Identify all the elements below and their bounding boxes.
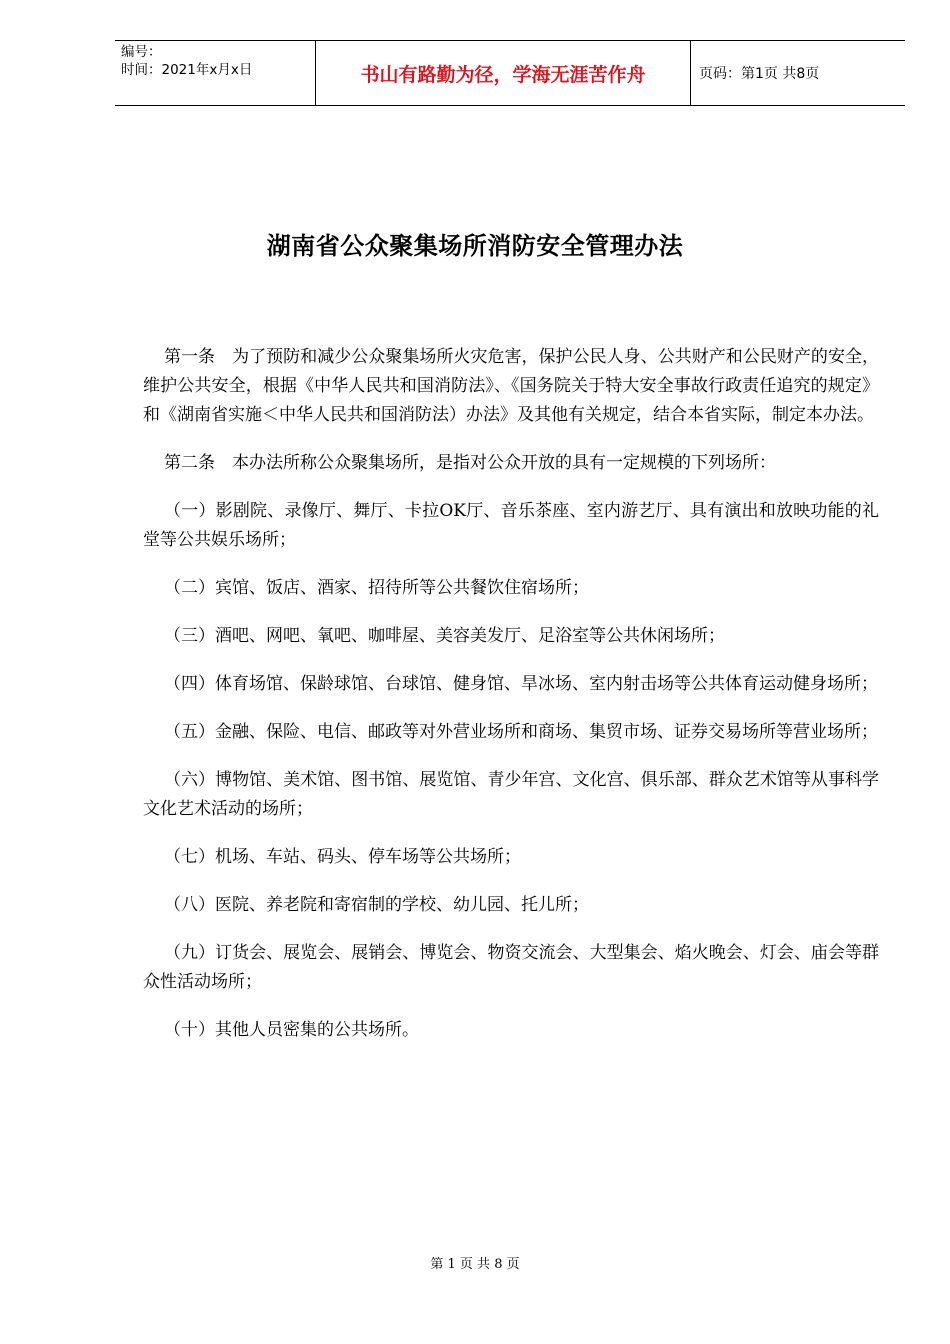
paragraph: （六）博物馆、美术馆、图书馆、展览馆、青少年宫、文化宫、俱乐部、群众艺术馆等从事科学文化艺术活动的场所； xyxy=(143,770,879,819)
paragraph: （二）宾馆、饭店、酒家、招待所等公共餐饮住宿场所； xyxy=(164,578,589,598)
paragraph: （一）影剧院、录像厅、舞厅、卡拉OK厅、音乐茶座、室内游艺厅、具有演出和放映功能的礼堂等公共娱乐场所； xyxy=(143,501,879,550)
paragraph: （八）医院、养老院和寄宿制的学校、幼儿园、托儿所； xyxy=(164,895,589,915)
motto: 书山有路勤为径，学海无涯苦作舟 xyxy=(315,41,691,105)
paragraph: （七）机场、车站、码头、停车场等公共场所； xyxy=(164,847,521,867)
time-label: 时间：2021年x月x日 xyxy=(121,62,253,78)
number-label: 编号： xyxy=(121,44,162,60)
page-footer: 第 1 页 共 8 页 xyxy=(430,1257,520,1272)
paragraph: 第二条 本办法所称公众聚集场所，是指对公众开放的具有一定规模的下列场所： xyxy=(164,453,776,473)
document-title: 湖南省公众聚集场所消防安全管理办法 xyxy=(266,232,684,260)
header-table xyxy=(115,40,905,106)
paragraph: （五）金融、保险、电信、邮政等对外营业场所和商场、集贸市场、证券交易场所等营业场所； xyxy=(164,722,878,742)
header-meta xyxy=(115,41,315,105)
document-body xyxy=(143,343,879,1064)
paragraph: （九）订货会、展览会、展销会、博览会、物资交流会、大型集会、焰火晚会、灯会、庙会等群众性活动场所； xyxy=(143,943,879,992)
page-info: 页码：第1页 共8页 xyxy=(699,66,820,82)
paragraph: （十）其他人员密集的公共场所。 xyxy=(164,1020,419,1040)
paragraph: （四）体育场馆、保龄球馆、台球馆、健身馆、旱冰场、室内射击场等公共体育运动健身场所； xyxy=(164,674,878,694)
paragraph: （三）酒吧、网吧、氧吧、咖啡屋、美容美发厅、足浴室等公共休闲场所； xyxy=(164,626,725,646)
paragraph: 第一条 为了预防和减少公众聚集场所火灾危害，保护公民人身、公共财产和公民财产的安全，维护公共安全，根据《中华人民共和国消防法》、《国务院关于特大安全事故行政责任追究的规定》和《湖南省实施＜中华人民共和国消防法）办法》及其他有关规定，结合本省实际，制定本办法。 xyxy=(143,347,879,425)
